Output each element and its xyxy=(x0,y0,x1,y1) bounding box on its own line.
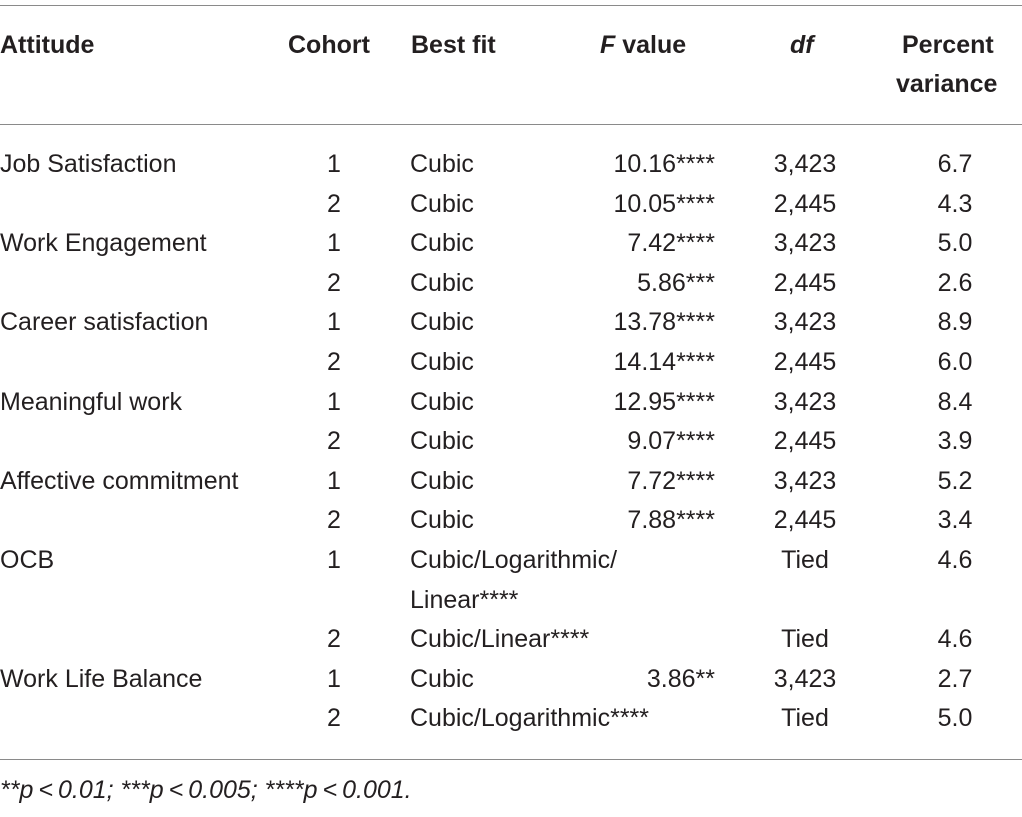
cell-percent-variance: 5.0 xyxy=(937,704,973,733)
cell-f-value: 12.95**** xyxy=(613,387,715,416)
cell-attitude: OCB xyxy=(0,546,55,574)
header-f-value-italic: F xyxy=(600,31,616,59)
cell-best-fit-continued: Linear**** xyxy=(410,585,519,614)
cell-f-value: 13.78**** xyxy=(613,308,715,337)
cell-best-fit: Cubic/Logarithmic**** xyxy=(410,704,650,733)
cell-f-value: 7.72**** xyxy=(627,466,715,495)
cell-attitude: Career satisfaction xyxy=(0,308,209,337)
table-header-rule xyxy=(0,124,1022,125)
cell-df: 2,445 xyxy=(773,268,837,297)
cell-f-value: 10.05**** xyxy=(613,189,715,218)
cell-best-fit: Cubic xyxy=(410,466,474,495)
cell-f-value: 14.14**** xyxy=(613,348,715,376)
cell-df: 2,445 xyxy=(773,427,837,456)
cell-df: 2,445 xyxy=(773,189,837,218)
cell-percent-variance: 8.4 xyxy=(937,387,973,416)
cell-best-fit: Cubic xyxy=(410,348,474,376)
cell-percent-variance: 6.7 xyxy=(937,150,973,178)
table-bottom-rule xyxy=(0,759,1022,760)
header-percent-variance-line1: Percent xyxy=(902,31,994,59)
cell-attitude: Work Life Balance xyxy=(0,664,203,693)
cell-df: 3,423 xyxy=(773,150,837,178)
cell-df: 2,445 xyxy=(773,506,837,535)
cell-df: 3,423 xyxy=(773,664,837,693)
cell-cohort: 2 xyxy=(327,189,341,218)
cell-cohort: 1 xyxy=(327,308,341,337)
header-f-value xyxy=(600,26,686,65)
cell-f-value: 7.88**** xyxy=(627,506,715,535)
cell-df: Tied xyxy=(781,625,829,654)
cell-cohort: 2 xyxy=(327,427,341,456)
cell-cohort: 2 xyxy=(327,625,341,654)
cell-df: Tied xyxy=(781,546,829,574)
cell-attitude: Job Satisfaction xyxy=(0,150,177,178)
header-best-fit: Best fit xyxy=(411,31,496,59)
cell-attitude: Meaningful work xyxy=(0,387,183,416)
cell-cohort: 2 xyxy=(327,348,341,376)
cell-attitude: Affective commitment xyxy=(0,466,239,495)
cell-best-fit: Cubic xyxy=(410,427,474,456)
header-percent-variance-line2: variance xyxy=(896,70,998,98)
cell-cohort: 1 xyxy=(327,387,341,416)
header-cohort: Cohort xyxy=(288,31,370,59)
cell-f-value: 7.42**** xyxy=(627,229,715,258)
cell-cohort: 2 xyxy=(327,704,341,733)
cell-percent-variance: 6.0 xyxy=(937,348,973,376)
cell-percent-variance: 5.0 xyxy=(937,229,973,258)
cell-cohort: 1 xyxy=(327,546,341,574)
cell-percent-variance: 5.2 xyxy=(937,466,973,495)
cell-df: 3,423 xyxy=(773,466,837,495)
cell-percent-variance: 2.6 xyxy=(937,268,973,297)
cell-percent-variance: 3.4 xyxy=(937,506,973,535)
cell-f-value: 5.86*** xyxy=(637,268,715,297)
header-attitude: Attitude xyxy=(0,31,95,59)
cell-best-fit: Cubic xyxy=(410,268,474,297)
cell-best-fit: Cubic xyxy=(410,308,474,337)
cell-df: Tied xyxy=(781,704,829,733)
cell-percent-variance: 4.6 xyxy=(937,625,973,654)
cell-attitude: Work Engagement xyxy=(0,229,207,258)
cell-df: 3,423 xyxy=(773,308,837,337)
table-top-rule xyxy=(0,5,1022,6)
cell-df: 3,423 xyxy=(773,229,837,258)
cell-best-fit: Cubic xyxy=(410,664,474,693)
cell-cohort: 2 xyxy=(327,506,341,535)
cell-f-value: 9.07**** xyxy=(627,427,715,456)
cell-percent-variance: 4.6 xyxy=(937,546,973,574)
cell-f-value: 10.16**** xyxy=(613,150,715,178)
cell-best-fit: Cubic xyxy=(410,387,474,416)
cell-df: 3,423 xyxy=(773,387,837,416)
cell-best-fit: Cubic xyxy=(410,506,474,535)
cell-cohort: 2 xyxy=(327,268,341,297)
table-footnote: **p < 0.01; ***p < 0.005; ****p < 0.001. xyxy=(0,776,412,804)
cell-cohort: 1 xyxy=(327,664,341,693)
cell-cohort: 1 xyxy=(327,150,341,178)
cell-f-value: 3.86** xyxy=(646,664,715,693)
cell-cohort: 1 xyxy=(327,466,341,495)
header-df: df xyxy=(790,31,814,59)
cell-best-fit: Cubic xyxy=(410,150,474,178)
cell-best-fit: Cubic xyxy=(410,229,474,258)
cell-df: 2,445 xyxy=(773,348,837,376)
cell-percent-variance: 8.9 xyxy=(937,308,973,337)
cell-cohort: 1 xyxy=(327,229,341,258)
cell-percent-variance: 2.7 xyxy=(937,664,973,693)
cell-percent-variance: 3.9 xyxy=(937,427,973,456)
header-f-value-rest: value xyxy=(615,31,687,59)
cell-best-fit: Cubic/Logarithmic/ xyxy=(410,546,618,574)
cell-best-fit: Cubic/Linear**** xyxy=(410,625,590,654)
cell-percent-variance: 4.3 xyxy=(937,189,973,218)
cell-best-fit: Cubic xyxy=(410,189,474,218)
